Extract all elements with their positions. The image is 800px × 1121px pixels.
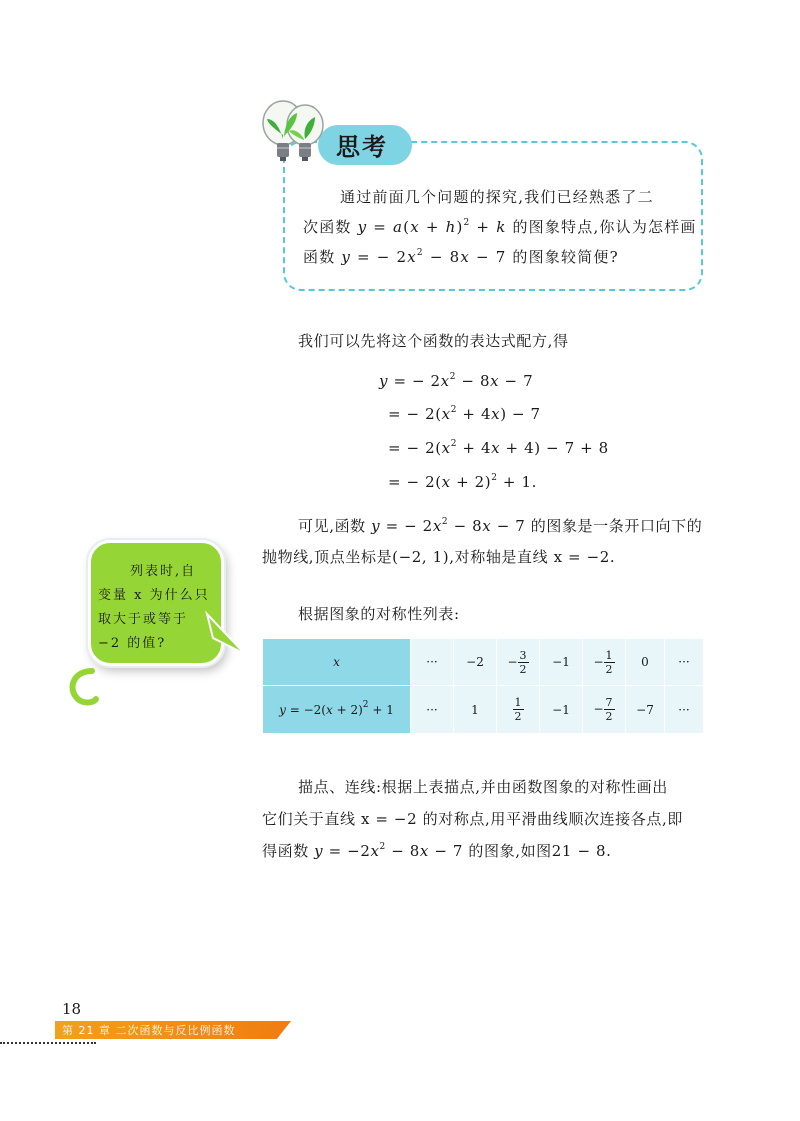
- speech-swirl-icon: [62, 665, 102, 710]
- think-line3-suffix: 的图象较简便?: [506, 248, 619, 266]
- dotted-divider: [0, 1042, 96, 1044]
- derivation-step-2: = − $2(x^2 + 4x) - 7$: [388, 405, 541, 423]
- page-number: 18: [62, 1000, 82, 1018]
- table-row-x: [263, 639, 704, 686]
- bubble-tail: [205, 608, 250, 658]
- table-cell: −1: [540, 639, 583, 686]
- table-cell: ···: [411, 686, 454, 734]
- table-cell: ···: [665, 639, 704, 686]
- plot-text-line-3: 得函数 $y = -2x^2 - 8x - 7$ 的图象,如图21 − 8.: [262, 842, 612, 860]
- conclusion-line1-suffix: 的图象是一条开口向下的: [525, 517, 703, 535]
- table-cell-fraction: − $\frac{7}{2}$: [583, 686, 626, 734]
- think-line2-prefix: 次函数: [303, 218, 358, 236]
- conclusion-line-1: 可见,函数 y = − $2x^2 - 8x - 7$ 的图象是一条开口向下的: [298, 517, 703, 535]
- table-cell: ···: [411, 639, 454, 686]
- conclusion-line1-prefix: 可见,函数: [298, 517, 372, 535]
- table-cell: 1: [454, 686, 497, 734]
- table-row-y: [263, 686, 704, 734]
- table-cell-fraction: $\frac{1}{2}$: [497, 686, 540, 734]
- table-header-y: $y = -2(x + 2)^2 + 1$: [263, 686, 411, 734]
- derivation-step-4: = − $2(x + 2)^2 + 1$.: [388, 473, 537, 491]
- table-header-x: x: [263, 639, 411, 686]
- intro-text: 我们可以先将这个函数的表达式配方,得: [298, 332, 569, 350]
- bubble-line-1: 列表时,自: [130, 564, 197, 579]
- bubble-line-4: −2 的值?: [98, 636, 167, 651]
- derivation-step-3: = − $2(x^2 + 4x + 4) - 7 + 8$: [388, 439, 609, 457]
- table-cell: 0: [626, 639, 665, 686]
- think-text-line-1: 通过前面几个问题的探究,我们已经熟悉了二: [340, 188, 654, 206]
- bubble-line-2: 变量 x 为什么只: [98, 588, 210, 603]
- derivation-step-1: y = − $2x^2 - 8x - 7$: [379, 372, 534, 390]
- table-cell-fraction: − $\frac{1}{2}$: [583, 639, 626, 686]
- table-cell: −1: [540, 686, 583, 734]
- think-text-line-2: 次函数 $y = a(x + h)^2 + k$ 的图象特点,你认为怎样画: [303, 218, 697, 236]
- bubble-line-3: 取大于或等于: [98, 612, 189, 627]
- table-cell: −2: [454, 639, 497, 686]
- think-line2-suffix: 的图象特点,你认为怎样画: [506, 218, 697, 236]
- think-title: 思考: [336, 133, 388, 161]
- plot-line3-suffix: 的图象,如图21 − 8.: [463, 842, 612, 860]
- plot-text-line-1: 描点、连线:根据上表描点,并由函数图象的对称性画出: [298, 778, 668, 796]
- conclusion-line-2: 抛物线,顶点坐标是(−2, 1),对称轴是直线 x = −2.: [262, 548, 616, 566]
- think-text-line-3: 函数 y = − $2x^2 - 8x - 7$ 的图象较简便?: [303, 248, 619, 266]
- value-table: [262, 638, 704, 734]
- table-cell: −7: [626, 686, 665, 734]
- lightbulb-sprout-icon: [255, 95, 335, 170]
- think-line3-prefix: 函数: [303, 248, 342, 266]
- chapter-label: 第 21 章 二次函数与反比例函数: [62, 1024, 236, 1037]
- table-cell: ···: [665, 686, 704, 734]
- plot-line3-prefix: 得函数: [262, 842, 315, 860]
- table-cell-fraction: − $\frac{3}{2}$: [497, 639, 540, 686]
- plot-text-line-2: 它们关于直线 x = −2 的对称点,用平滑曲线顺次连接各点,即: [262, 810, 683, 828]
- table-heading: 根据图象的对称性列表:: [298, 605, 460, 623]
